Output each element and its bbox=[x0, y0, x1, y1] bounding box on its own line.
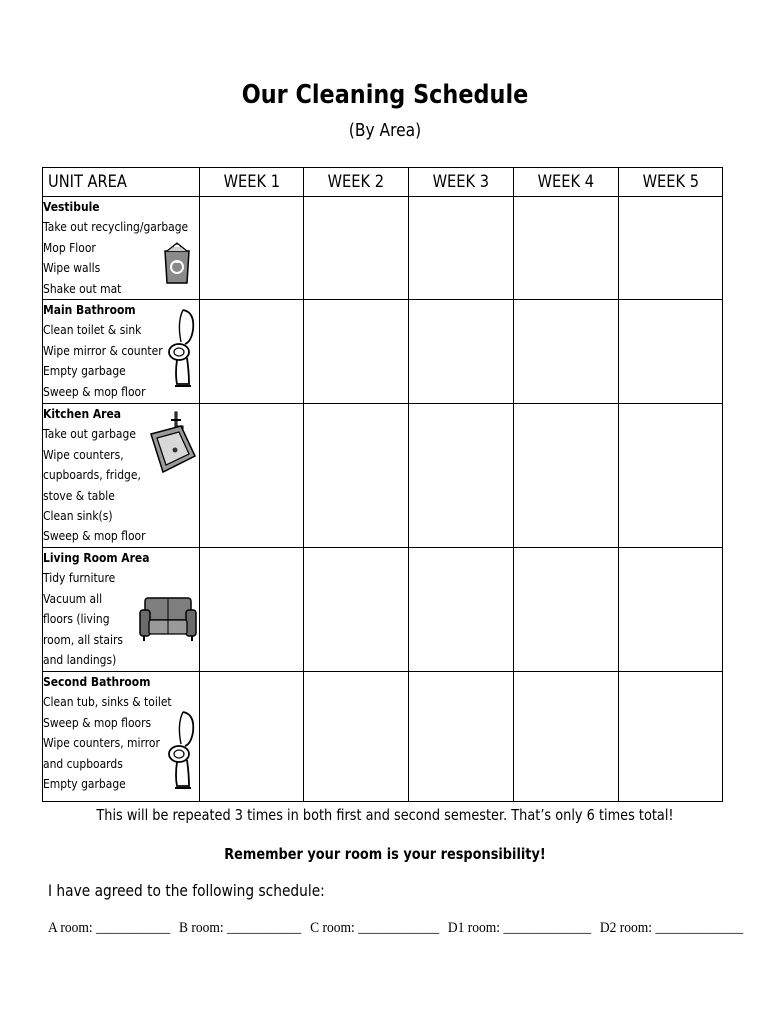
area-heading: Second Bathroom bbox=[43, 674, 151, 690]
task-item: Vacuum all bbox=[43, 590, 103, 606]
week-4-cell[interactable] bbox=[514, 672, 619, 802]
table-row bbox=[43, 404, 723, 548]
area-cell-second-bathroom bbox=[43, 672, 200, 802]
week-4-cell[interactable] bbox=[514, 404, 619, 548]
page-subtitle: (By Area) bbox=[348, 120, 422, 141]
week-2-cell[interactable] bbox=[304, 404, 409, 548]
room-d1-field[interactable]: D1 room: _____________ bbox=[447, 920, 592, 936]
table-row bbox=[43, 548, 723, 672]
task-item: Wipe walls bbox=[43, 260, 101, 276]
task-item: Tidy furniture bbox=[43, 570, 116, 586]
task-item: Wipe counters, bbox=[43, 446, 124, 462]
room-signature-lines bbox=[48, 920, 749, 937]
task-item: Empty garbage bbox=[43, 776, 126, 792]
task-item: Clean sink(s) bbox=[43, 508, 113, 524]
week-1-cell[interactable] bbox=[200, 197, 304, 300]
task-item: Sweep & mop floor bbox=[43, 528, 146, 544]
week-1-cell[interactable] bbox=[200, 300, 304, 404]
column-header-week-4: WEEK 4 bbox=[514, 168, 619, 197]
task-item: Wipe counters, mirror bbox=[43, 735, 160, 751]
week-3-cell[interactable] bbox=[409, 672, 514, 802]
task-item: Mop Floor bbox=[43, 239, 96, 255]
week-1-cell[interactable] bbox=[200, 672, 304, 802]
area-cell-kitchen-area bbox=[43, 404, 200, 548]
week-5-cell[interactable] bbox=[619, 548, 723, 672]
week-2-cell[interactable] bbox=[304, 300, 409, 404]
task-item: Take out recycling/garbage bbox=[43, 219, 189, 235]
table-row bbox=[43, 197, 723, 300]
week-2-cell[interactable] bbox=[304, 548, 409, 672]
kitchen-sink-icon bbox=[147, 410, 197, 476]
week-5-cell[interactable] bbox=[619, 672, 723, 802]
area-heading: Living Room Area bbox=[43, 550, 150, 566]
week-2-cell[interactable] bbox=[304, 197, 409, 300]
task-item: Clean toilet & sink bbox=[43, 322, 142, 338]
week-1-cell[interactable] bbox=[200, 404, 304, 548]
page-title: Our Cleaning Schedule bbox=[241, 80, 529, 110]
week-4-cell[interactable] bbox=[514, 300, 619, 404]
table-header-row bbox=[43, 168, 723, 197]
column-header-week-3: WEEK 3 bbox=[409, 168, 514, 197]
column-header-week-5: WEEK 5 bbox=[619, 168, 723, 197]
room-c-field[interactable]: C room: ____________ bbox=[310, 920, 440, 936]
week-4-cell[interactable] bbox=[514, 548, 619, 672]
area-cell-vestibule bbox=[43, 197, 200, 300]
task-item: Empty garbage bbox=[43, 363, 126, 379]
room-d2-field[interactable]: D2 room: _____________ bbox=[599, 920, 744, 936]
task-item: Clean tub, sinks & toilet bbox=[43, 694, 172, 710]
week-5-cell[interactable] bbox=[619, 197, 723, 300]
week-3-cell[interactable] bbox=[409, 404, 514, 548]
table-row bbox=[43, 672, 723, 802]
column-header-week-2: WEEK 2 bbox=[304, 168, 409, 197]
area-heading: Main Bathroom bbox=[43, 302, 136, 318]
task-item: stove & table bbox=[43, 487, 115, 503]
toilet-icon bbox=[167, 308, 197, 390]
area-cell-main-bathroom bbox=[43, 300, 200, 404]
couch-icon bbox=[139, 594, 197, 644]
room-a-field[interactable]: A room: ___________ bbox=[48, 920, 171, 936]
table-row bbox=[43, 300, 723, 404]
cleaning-schedule-table bbox=[42, 167, 723, 802]
column-header-unit-area: UNIT AREA bbox=[43, 168, 200, 197]
week-5-cell[interactable] bbox=[619, 300, 723, 404]
week-3-cell[interactable] bbox=[409, 197, 514, 300]
week-4-cell[interactable] bbox=[514, 197, 619, 300]
week-3-cell[interactable] bbox=[409, 300, 514, 404]
week-2-cell[interactable] bbox=[304, 672, 409, 802]
task-item: Sweep & mop floor bbox=[43, 383, 146, 399]
area-heading: Vestibule bbox=[43, 199, 100, 214]
week-5-cell[interactable] bbox=[619, 404, 723, 548]
agreement-text: I have agreed to the following schedule: bbox=[48, 881, 325, 900]
repeat-note: This will be repeated 3 times in both first and second semester. That’s only 6 times total! bbox=[96, 806, 674, 824]
task-item: Take out garbage bbox=[43, 426, 136, 442]
responsibility-note: Remember your room is your responsibility! bbox=[224, 845, 546, 863]
toilet-icon bbox=[167, 710, 197, 792]
task-item: and cupboards bbox=[43, 755, 123, 771]
week-1-cell[interactable] bbox=[200, 548, 304, 672]
week-3-cell[interactable] bbox=[409, 548, 514, 672]
room-b-field[interactable]: B room: ___________ bbox=[179, 920, 302, 936]
task-item: and landings) bbox=[43, 652, 117, 668]
column-header-week-1: WEEK 1 bbox=[200, 168, 304, 197]
task-item: room, all stairs bbox=[43, 631, 124, 647]
task-item: Wipe mirror & counter bbox=[43, 342, 163, 358]
task-item: Shake out mat bbox=[43, 280, 122, 296]
task-item: cupboards, fridge, bbox=[43, 467, 141, 483]
task-item: floors (living bbox=[43, 611, 110, 627]
area-cell-living-room-area bbox=[43, 548, 200, 672]
task-item: Sweep & mop floors bbox=[43, 714, 152, 730]
area-heading: Kitchen Area bbox=[43, 406, 122, 422]
recycling-bin-icon bbox=[161, 241, 193, 285]
